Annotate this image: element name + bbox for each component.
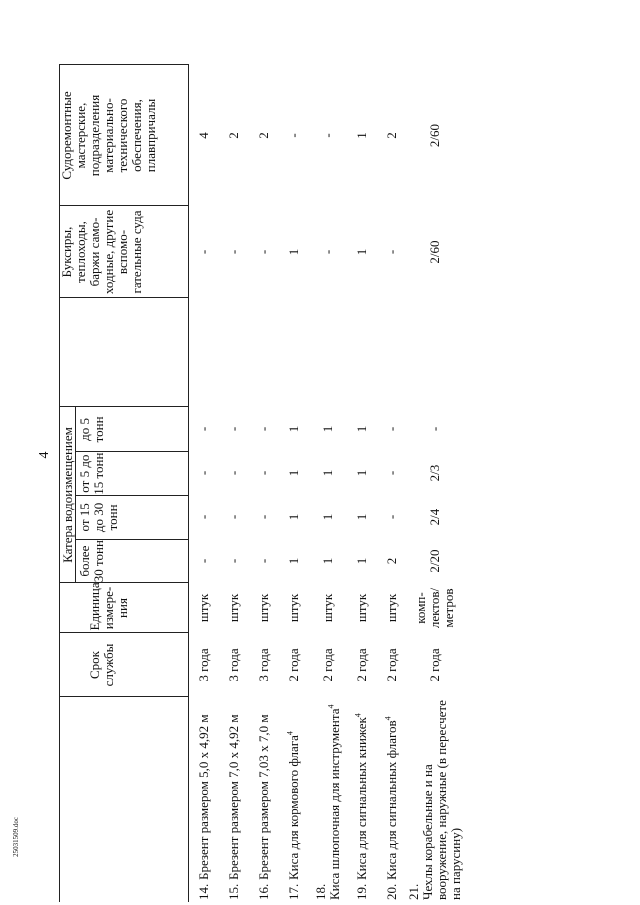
item-footnote-mark: 4 [285,731,295,736]
header-tugs: Буксиры, теплоходы, баржи само-ходные, другие вспомо-гательные суда [60,206,189,298]
header-filler [60,298,189,407]
table-row [249,65,279,902]
item-number: 20. [384,883,399,900]
tugs-cell: - [196,249,211,255]
tugs-cell: - [256,249,271,255]
item-name-cell [219,697,249,902]
item-name-cell [377,697,407,902]
tugs-cell: 1 [286,248,301,256]
boats-under-5-cell: - [226,426,241,432]
boats-5-15-cell: - [384,470,399,476]
item-name: Чехлы корабельные и на вооружение, наружные (в пересчете на парусину) [420,700,463,900]
service-life-cell: 2 года [320,648,335,682]
boats-under-5-cell: - [384,426,399,432]
item-name: Брезент размером 7,03 х 7,0 м [256,714,271,880]
unit-cell: штук [286,593,301,623]
unit-cell: штук [384,593,399,623]
filler-cell [189,298,220,407]
boats-15-30-cell: - [384,514,399,520]
item-number: 18. [313,883,328,900]
header-unit: Единица измере-ния [60,583,189,633]
workshops-cell: 2/60 [427,123,442,148]
unit-cell: штук [196,593,211,623]
workshops-cell: 2 [256,132,271,139]
boats-5-15-cell: 1 [286,469,301,477]
tugs-cell: - [226,249,241,255]
table-row [377,65,407,902]
boats-over-30-cell: - [256,558,271,564]
boats-5-15-cell: - [196,470,211,476]
workshops-cell: 1 [354,132,369,139]
item-name: Киса для сигнальных книжек [354,717,369,880]
filler-cell [309,298,347,407]
boats-over-30-cell: 1 [320,557,335,565]
equipment-norms-table [59,65,463,903]
header-item-name [60,697,189,902]
tugs-cell: - [384,249,399,255]
item-name: Брезент размером 5,0 х 4,92 м [196,714,211,880]
filler-cell [219,298,249,407]
item-name: Брезент размером 7,0 х 4,92 м [226,714,241,880]
item-number: 19. [354,883,369,900]
boats-under-5-cell: 1 [320,425,335,433]
boats-over-30-cell: 1 [286,557,301,565]
header-service-life: Срок службы [60,633,189,697]
service-life-cell: 2 года [384,648,399,682]
service-life-cell: 3 года [196,648,211,682]
filler-cell [407,298,463,407]
boats-under-5-cell: - [427,426,442,432]
unit-cell: комп-лектов/ метров [413,587,456,629]
item-name-cell [189,697,220,902]
table-row [347,65,377,902]
footer-document-code: 25031509.doc [12,817,20,857]
table-row [407,65,463,902]
item-footnote-mark: 4 [383,716,393,721]
header-boats-5-15: от 5 до 15 тонн [76,451,188,495]
item-footnote-mark: 4 [326,704,336,709]
service-life-cell: 2 года [354,648,369,682]
boats-over-30-cell: 1 [354,557,369,565]
boats-over-30-cell: 2 [384,557,399,565]
unit-cell: штук [354,593,369,623]
boats-15-30-cell: 2/4 [427,508,442,526]
unit-cell: штук [320,593,335,623]
service-life-cell: 3 года [256,648,271,682]
table-body [189,65,464,902]
header-workshops: Судоремонтные мастерские, подразделения материально-технического обеспечения, плавпричалы [60,65,189,206]
item-number: 16. [256,883,271,900]
item-number: 14. [196,883,211,900]
table-row [219,65,249,902]
boats-under-5-cell: - [196,426,211,432]
boats-5-15-cell: 1 [354,469,369,477]
header-boats-group [60,407,189,583]
workshops-cell: 4 [196,132,211,139]
boats-over-30-cell: - [226,558,241,564]
table-row [309,65,347,902]
item-name-cell [279,697,309,902]
filler-cell [377,298,407,407]
item-name: Киса шлюпочная для инструмента [327,708,342,900]
service-life-cell: 2 года [286,648,301,682]
workshops-cell: 2 [226,132,241,139]
filler-cell [279,298,309,407]
filler-cell [347,298,377,407]
tugs-cell: 2/60 [427,240,442,264]
boats-15-30-cell: 1 [354,513,369,521]
unit-cell: штук [226,593,241,623]
item-name: Киса для сигнальных флагов [384,720,399,880]
boats-5-15-cell: - [256,470,271,476]
boats-15-30-cell: 1 [286,513,301,521]
boats-under-5-cell: 1 [286,425,301,433]
item-number: 15. [226,883,241,900]
tugs-cell: 1 [354,248,369,256]
boats-15-30-cell: - [256,514,271,520]
item-name-cell [249,697,279,902]
boats-over-30-cell: - [196,558,211,564]
workshops-cell: 2 [384,132,399,139]
table-row [189,65,220,902]
boats-under-5-cell: 1 [354,425,369,433]
service-life-cell: 3 года [226,648,241,682]
item-number: 21. [406,883,421,900]
boats-5-15-cell: 1 [320,469,335,477]
boats-under-5-cell: - [256,426,271,432]
item-number: 17. [286,883,301,900]
tugs-cell: - [320,249,335,255]
table-row [279,65,309,902]
service-life-cell: 2 года [427,648,442,682]
boats-15-30-cell: - [196,514,211,520]
header-boats-title: Катера водоизмещением [60,408,76,583]
boats-5-15-cell: 2/3 [427,464,442,482]
header-boats-over-30: более 30 тонн [76,539,188,583]
item-name-cell [309,697,347,902]
item-name: Киса для кормового флага [286,735,301,880]
boats-over-30-cell: 2/20 [427,549,442,573]
header-boats-under-5: до 5 тонн [77,416,106,443]
unit-cell: штук [256,593,271,623]
item-name-cell [347,697,377,902]
item-footnote-mark: 4 [353,713,363,718]
boats-5-15-cell: - [226,470,241,476]
boats-15-30-cell: - [226,514,241,520]
boats-15-30-cell: 1 [320,513,335,521]
filler-cell [249,298,279,407]
page-number: 4 [37,451,52,459]
item-name-cell [407,697,463,902]
workshops-cell: - [320,133,335,138]
workshops-cell: - [286,133,301,138]
equipment-norms-table-rotated [59,65,463,902]
table-header-row [60,65,189,902]
header-boats-15-30: от 15 до 30 тонн [76,495,188,539]
